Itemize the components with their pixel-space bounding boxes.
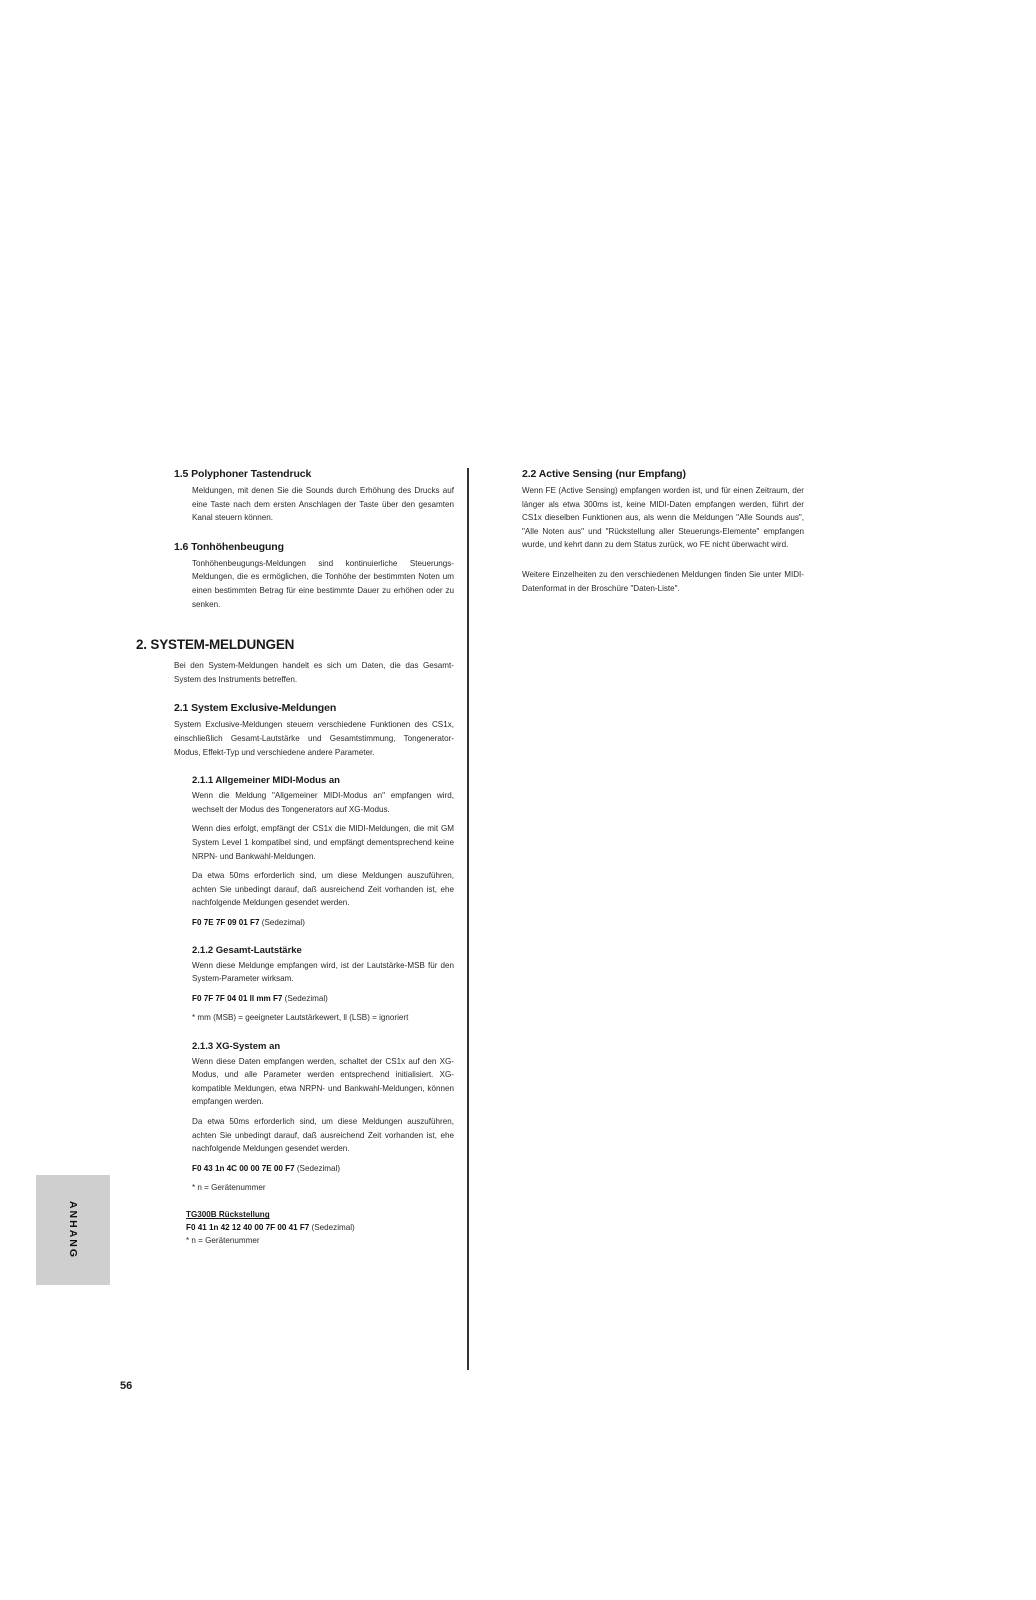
sysex-code: [192, 992, 454, 1005]
paragraph: Wenn dies erfolgt, empfängt der CS1x die MIDI-Meldungen, die mit GM System Level 1 kompatibel sind, und empfängt dementsprechend keine NRPN- und Bankwahl-Meldungen.: [192, 824, 454, 861]
section-title: 1.6 Tonhöhenbeugung: [174, 540, 284, 553]
subsection-title: 2.1.1 Allgemeiner MIDI-Modus an: [192, 775, 340, 787]
subsection-title: 2.1.2 Gesamt-Lautstärke: [192, 944, 302, 956]
section-body: Meldungen, mit denen Sie die Sounds durch Erhöhung des Drucks auf eine Taste nach dem ersten Anschlagen der Taste über den gesamten Kanal steuern können.: [192, 486, 454, 523]
tg300b-reset: [186, 1208, 454, 1248]
sysex-code: [186, 1221, 454, 1234]
column-divider: [467, 468, 469, 1370]
paragraph: Wenn die Meldung "Allgemeiner MIDI-Modus an" empfangen wird, wechselt der Modus des Tongenerators auf XG-Modus.: [192, 791, 454, 814]
section-title: 2.1 System Exclusive-Meldungen: [174, 702, 337, 715]
hex-code: F0 7E 7F 09 01 F7: [192, 917, 260, 927]
right-column: [522, 468, 804, 595]
section-2-1: [174, 702, 454, 759]
section-2-1-1: [192, 775, 454, 929]
chapter-title: 2. SYSTEM-MELDUNGEN: [136, 637, 295, 653]
subsection-title: 2.1.3 XG-System an: [192, 1040, 281, 1052]
hex-note: (Sedezimal): [296, 1163, 341, 1173]
paragraph: Wenn diese Meldunge empfangen wird, ist der Lautstärke-MSB für den System-Parameter wirksam.: [192, 960, 454, 984]
footnote: * n = Gerätenummer: [186, 1236, 260, 1246]
section-body: System Exclusive-Meldungen steuern verschiedene Funktionen des CS1x, einschließlich Gesamt-Lautstärke und Gesamtstimmung, Tongenerator-Modus, Effekt-Typ und verschiedene andere Parameter.: [174, 720, 454, 757]
footnote: * n = Gerätenummer: [192, 1182, 266, 1192]
hex-code: F0 43 1n 4C 00 00 7E 00 F7: [192, 1163, 295, 1173]
page-number: 56: [120, 1380, 133, 1392]
paragraph: Da etwa 50ms erforderlich sind, um diese Meldungen auszuführen, achten Sie unbedingt darauf, daß ausreichend Zeit vorhanden ist, ehe nachfolgende Meldungen gesendet werden.: [192, 1117, 454, 1154]
sysex-code: [192, 916, 454, 929]
appendix-tab-label: ANHANG: [67, 1200, 79, 1260]
hex-note: (Sedezimal): [311, 1223, 355, 1233]
hex-code: F0 41 1n 42 12 40 00 7F 00 41 F7: [186, 1223, 310, 1233]
left-column: [136, 468, 454, 1248]
hex-code: F0 7F 7F 04 01 ll mm F7: [192, 994, 283, 1004]
appendix-tab: [36, 1175, 110, 1285]
footnote: * mm (MSB) = geeigneter Lautstärkewert, ll (LSB) = ignoriert: [192, 1013, 409, 1023]
section-title: 1.5 Polyphoner Tastendruck: [174, 468, 312, 480]
section-title: 2.2 Active Sensing (nur Empfang): [522, 468, 686, 480]
section-2-1-3: [192, 1041, 454, 1195]
chapter-intro: Bei den System-Meldungen handelt es sich um Daten, die das Gesamt-System des Instruments betreffen.: [174, 661, 454, 684]
section-1-5: [174, 468, 454, 525]
hex-note: (Sedezimal): [261, 917, 305, 927]
paragraph: Da etwa 50ms erforderlich sind, um diese Meldungen auszuführen, achten Sie unbedingt darauf, daß ausreichend Zeit vorhanden ist, ehe nachfolgende Meldungen gesendet werden.: [192, 871, 454, 908]
tg300b-title: TG300B Rückstellung: [186, 1210, 270, 1220]
section-2-1-2: [192, 945, 454, 1025]
sysex-code: [192, 1162, 454, 1175]
paragraph: Wenn diese Daten empfangen werden, schaltet der CS1x auf den XG-Modus, und alle Parameter werden entsprechend initialisiert. XG-kompatible Meldungen, etwa NRPN- und Bankwahl-Meldungen, können empfangen werden.: [192, 1056, 454, 1107]
section-2: [136, 637, 454, 686]
section-body: Wenn FE (Active Sensing) empfangen worden ist, und für einen Zeitraum, der länger als etwa 300ms ist, keine MIDI-Daten empfangen werden, führt der CS1x dieselben Funktionen aus, als wenn die Meldungen "Alle Sounds aus", "Alle Noten aus" und "Rückstellung aller Steuerungs-Elemente" empfangen wurde, und kehrt dann zu dem Status zurück, wo FE nicht überwacht wird.: [522, 486, 804, 550]
reference-note: Weitere Einzelheiten zu den verschiedenen Meldungen finden Sie unter MIDI-Datenformat in der Broschüre "Daten-Liste".: [522, 569, 804, 593]
hex-note: (Sedezimal): [284, 994, 328, 1004]
section-body: Tonhöhenbeugungs-Meldungen sind kontinuierliche Steuerungs-Meldungen, die es ermöglichen, die Tonhöhe der bestimmten Noten um einen bestimmten Betrag für eine bestimmte Dauer zu erhöhen oder zu senken.: [192, 558, 454, 609]
section-1-6: [174, 541, 454, 611]
